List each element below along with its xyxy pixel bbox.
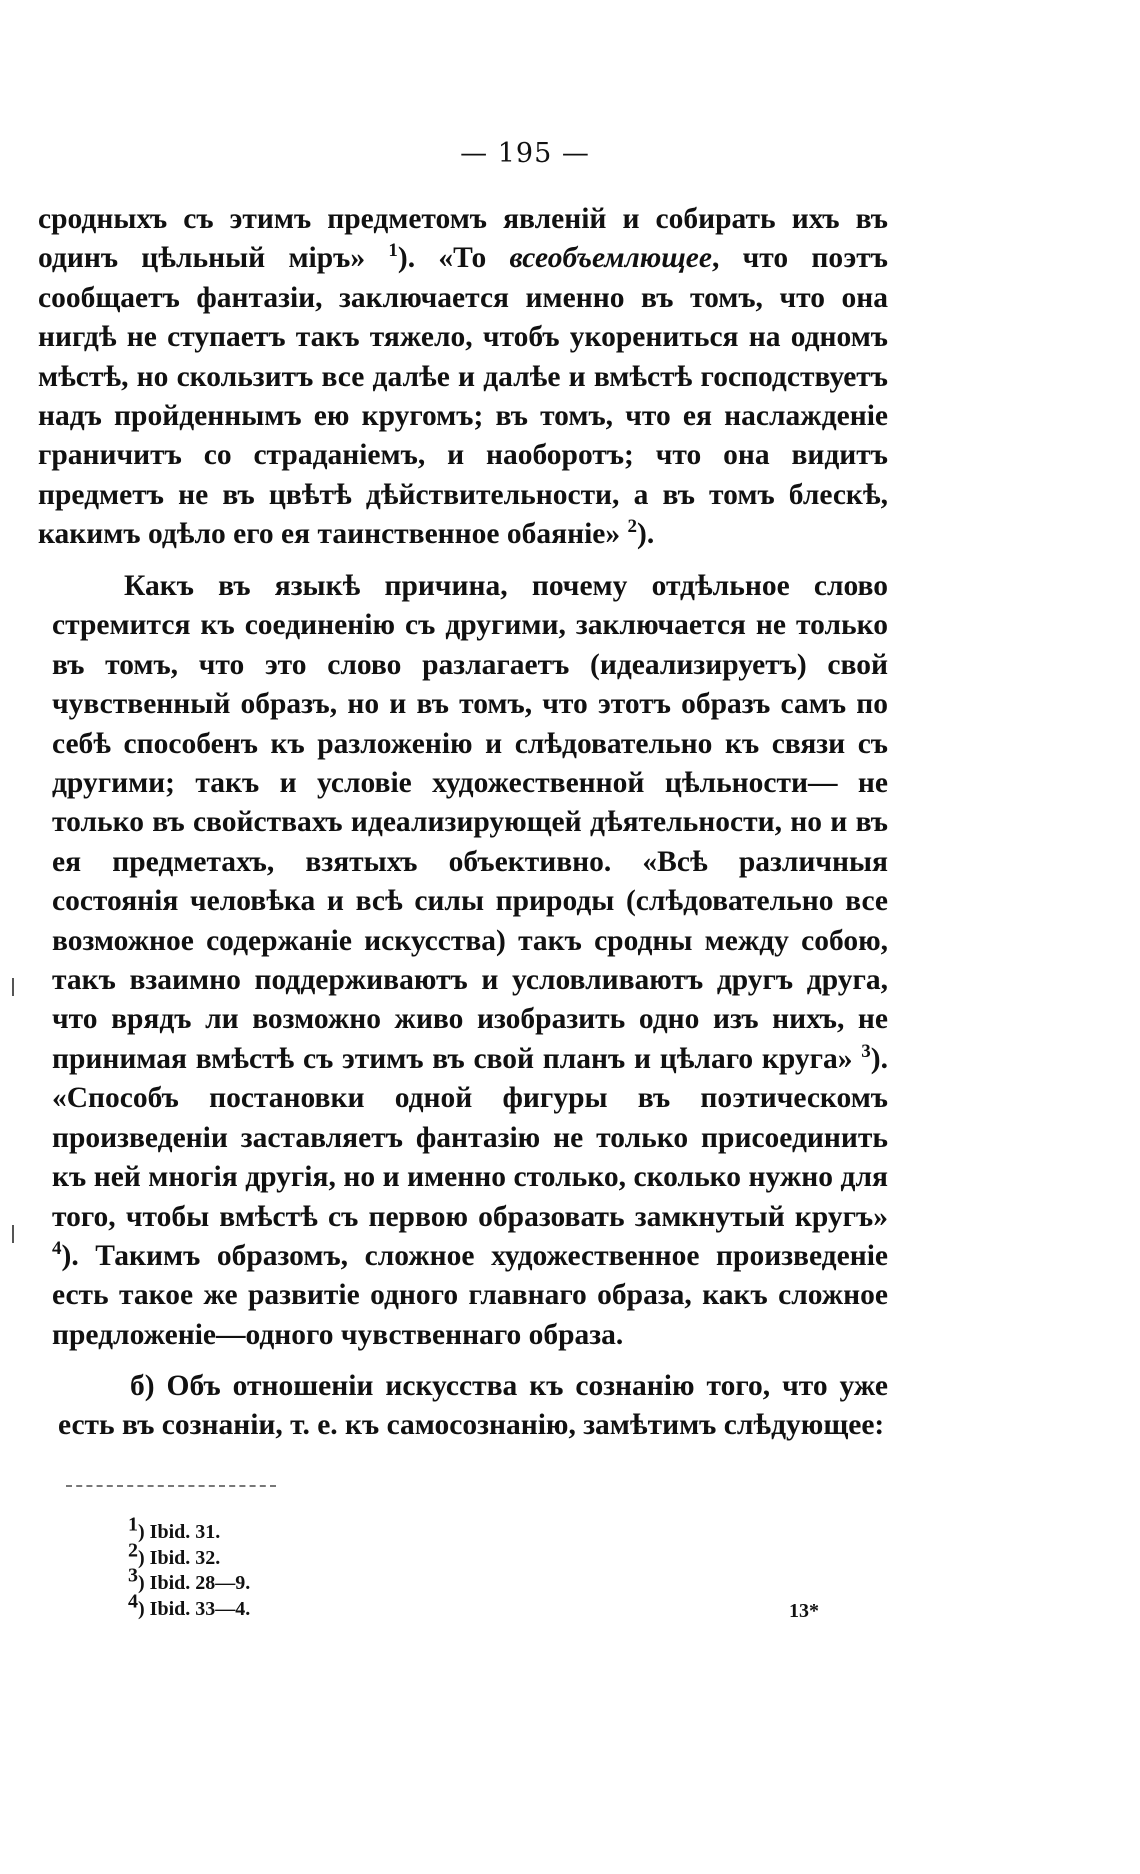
text-run: , что поэтъ сообщаетъ фантазіи, заключается именно въ томъ, что она нигдѣ не ступаетъ такъ тяжело, чтобъ укорениться на одномъ мѣстѣ, но скользитъ все далѣе и далѣе и вмѣстѣ господствуетъ надъ пройденнымъ ею кругомъ; въ томъ, что ея наслажденіе граничитъ со страданіемъ, и наоборотъ; что она видитъ предметъ не въ цвѣтѣ дѣйствительности, а въ томъ блескѣ, какимъ одѣло его ея таинственное обаяніе» (38, 242, 888, 551)
footnote-ref: 4 (52, 1238, 62, 1260)
printer-signature: 13* (789, 1600, 819, 1622)
footnote-ref: 2 (627, 516, 638, 538)
text-run: сродныхъ съ этимъ предметомъ явленій и собирать ихъ въ одинъ цѣльный міръ» (38, 203, 888, 275)
footnote-2: $^2$) Ibid. 32. (128, 1538, 221, 1569)
footnote-1: $^1$) Ibid. 31. (128, 1513, 221, 1543)
scan-artifact (12, 978, 14, 996)
footnote-4: $^4$) Ibid. 33—4. (128, 1589, 251, 1620)
paragraph-2 (52, 567, 888, 1355)
footnote-3: $^3$) Ibid. 28—9. (128, 1564, 251, 1594)
text-run: ). «То (397, 242, 510, 275)
text-run: ). «Способъ постановки одной фигуры въ поэтическомъ произведеніи заставляетъ фантазію не только присоединить къ ней многія другія, но и именно столько, сколько нужно для того, чтобы вмѣстѣ съ первою образовать замкнутый кругъ» (52, 1042, 888, 1233)
text-run: ). (637, 518, 655, 551)
page-number: — 195 — (460, 138, 590, 169)
text-run: ). Такимъ образомъ, сложное художественное произведеніе есть такое же развитіе одного главнаго образа, какъ сложное предложеніе—одного чувственнаго образа. (52, 1239, 888, 1351)
paragraph-1 (38, 200, 888, 555)
footnote-ref: 3 (861, 1041, 871, 1063)
paragraph-3 (58, 1367, 888, 1446)
scan-artifact (12, 1225, 14, 1243)
footnote-separator (66, 1485, 276, 1487)
footnotes (128, 1513, 251, 1622)
emphasis-text: всеобъемлющее (509, 242, 712, 275)
text-run: Какъ въ языкѣ причина, почему отдѣльное слово стремится къ соединенію съ другими, заключается не только въ томъ, что это слово разлагаетъ (идеализируетъ) свой чувственный образъ, но и въ томъ, что этотъ образъ самъ по себѣ способенъ къ разложенію и слѣдовательно къ связи съ другими; такъ и условіе художественной цѣльности— не только въ свойствахъ идеализирующей дѣятельности, но и въ ея предметахъ, взятыхъ объективно. «Всѣ различныя состоянія человѣка и всѣ силы природы (слѣдовательно все возможное содержаніе искусства) такъ сродны между собою, такъ взаимно поддерживаютъ и условливаютъ другъ друга, что врядъ ли возможно живо изобразить одно изъ нихъ, не принимая вмѣстѣ съ этимъ въ свой планъ и цѣлаго круга» (52, 570, 888, 1075)
text-run: б) Объ отношеніи искусства къ сознанію того, что уже есть въ сознаніи, т. е. къ самосознанію, замѣтимъ слѣдующее: (58, 1370, 888, 1442)
footnote-ref: 1 (388, 240, 398, 262)
